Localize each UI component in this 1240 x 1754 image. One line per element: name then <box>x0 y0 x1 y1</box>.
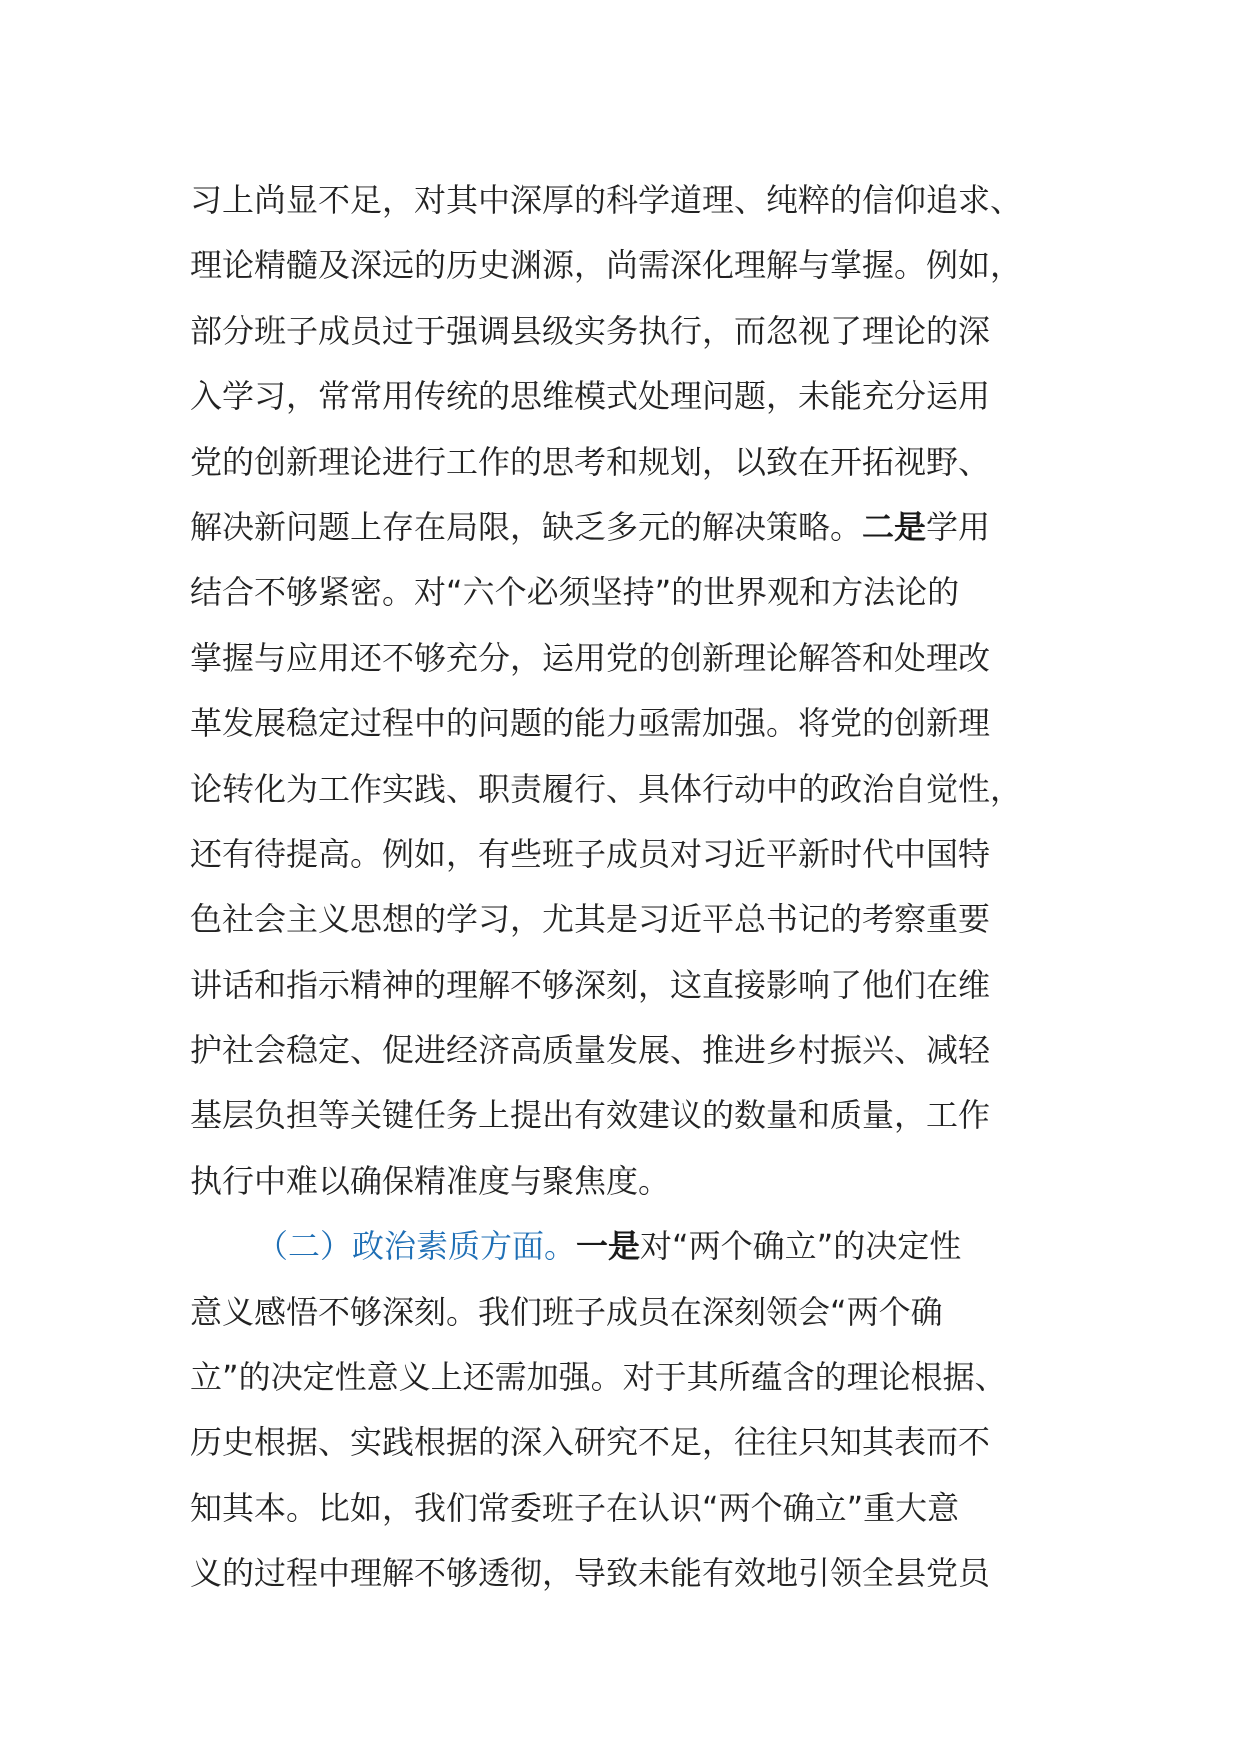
text-line-20: 历史根据、实践根据的深入研究不足，往往只知其表而不 <box>190 1423 991 1462</box>
text-line-9: 革发展稳定过程中的问题的能力亟需加强。将党的创新理 <box>190 704 991 743</box>
text-line-2: 理论精髓及深远的历史渊源，尚需深化理解与掌握。例如， <box>190 246 1023 285</box>
text-line-14: 护社会稳定、促进经济高质量发展、推进乡村振兴、减轻 <box>190 1031 991 1070</box>
text-line-6 <box>190 495 1070 560</box>
emphasis-label-second: 二是 <box>862 507 927 546</box>
text-line-5: 党的创新理论进行工作的思考和规划，以致在开拓视野、 <box>190 442 991 481</box>
text-line-3: 部分班子成员过于强调县级实务执行，而忽视了理论的深 <box>190 311 991 350</box>
text-line-16: 执行中难以确保精准度与聚焦度。 <box>190 1161 671 1200</box>
text-line-12: 色社会主义思想的学习，尤其是习近平总书记的考察重要 <box>190 900 991 939</box>
text-segment: 解决新问题上存在局限，缺乏多元的解决策略。 <box>190 507 863 546</box>
section-heading: （二）政治素质方面。 <box>256 1227 577 1266</box>
emphasis-label-first: 一是 <box>576 1227 641 1266</box>
text-line-17 <box>190 1214 1070 1279</box>
text-line-11: 还有待提高。例如，有些班子成员对习近平新时代中国特 <box>190 834 991 873</box>
body-text <box>190 168 1070 1607</box>
text-line-18: 意义感悟不够深刻。我们班子成员在深刻领会“两个确 <box>190 1292 943 1331</box>
text-line-4: 入学习，常常用传统的思维模式处理问题，未能充分运用 <box>190 377 991 416</box>
text-segment: 对“两个确立”的决定性 <box>640 1227 962 1266</box>
text-segment: 学用 <box>926 507 991 546</box>
text-line-22: 义的过程中理解不够透彻，导致未能有效地引领全县党员 <box>190 1554 991 1593</box>
text-line-13: 讲话和指示精神的理解不够深刻，这直接影响了他们在维 <box>190 965 991 1004</box>
text-line-19: 立”的决定性意义上还需加强。对于其所蕴含的理论根据、 <box>190 1358 1007 1397</box>
text-line-15: 基层负担等关键任务上提出有效建议的数量和质量，工作 <box>190 1096 991 1135</box>
text-line-1: 习上尚显不足，对其中深厚的科学道理、纯粹的信仰追求、 <box>190 181 1023 219</box>
text-line-21: 知其本。比如，我们常委班子在认识“两个确立”重大意 <box>190 1488 960 1527</box>
text-line-7: 结合不够紧密。对“六个必须坚持”的世界观和方法论的 <box>190 573 960 612</box>
text-line-10: 论转化为工作实践、职责履行、具体行动中的政治自觉性， <box>190 769 1023 808</box>
text-line-8: 掌握与应用还不够充分，运用党的创新理论解答和处理改 <box>190 638 991 677</box>
